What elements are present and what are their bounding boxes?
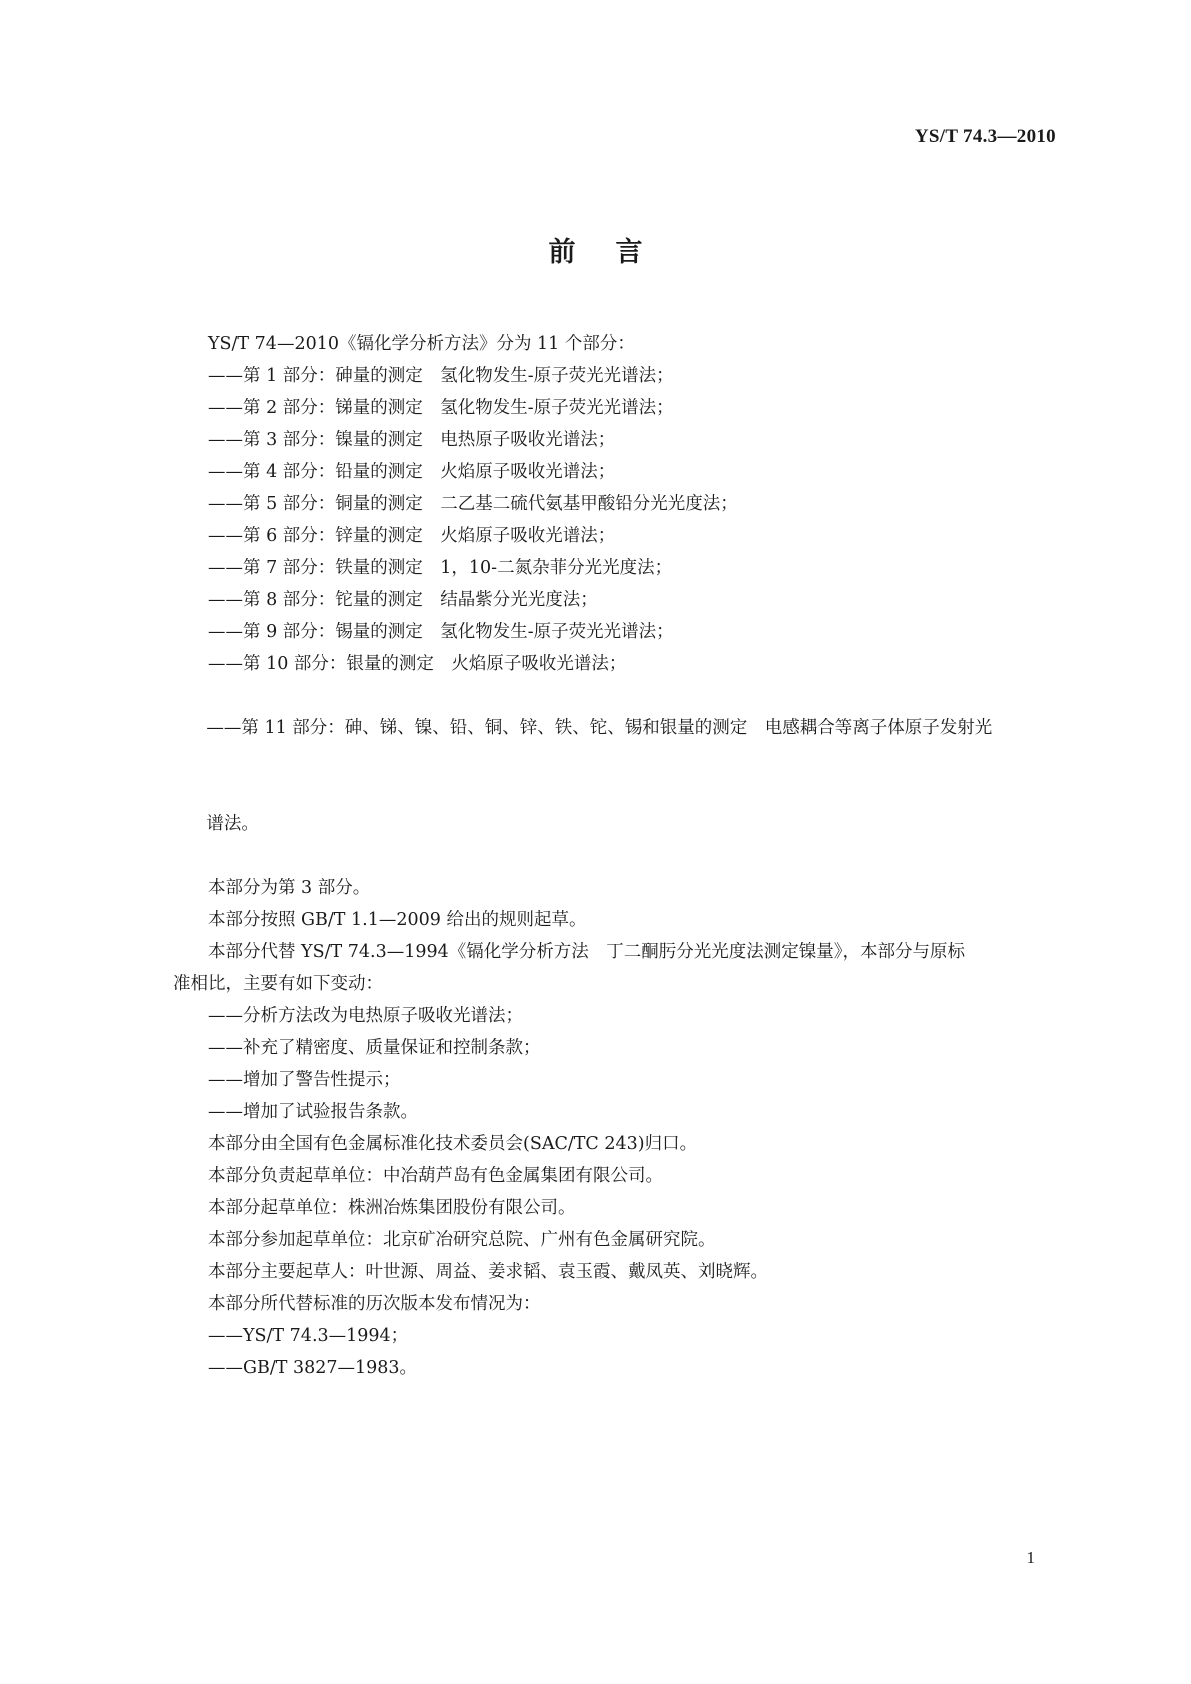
part11-line2: 谱法。 [206, 814, 259, 834]
history-list [173, 1320, 1057, 1384]
list-item: ——第 2 部分：锑量的测定 氢化物发生-原子荧光光谱法； [208, 398, 674, 418]
centralized-paragraph: 本部分由全国有色金属标准化技术委员会(SAC/TC 243)归口。 [208, 1134, 698, 1154]
main-drafters-paragraph: 本部分主要起草人：叶世源、周益、姜求韬、袁玉霞、戴凤英、刘晓辉。 [208, 1262, 768, 1282]
changes-list [173, 1000, 1057, 1128]
intro-paragraph: YS/T 74—2010《镉化学分析方法》分为 11 个部分： [208, 334, 635, 354]
this-part-paragraph: 本部分为第 3 部分。 [208, 878, 371, 898]
list-item: ——分析方法改为电热原子吸收光谱法； [208, 1006, 523, 1026]
list-item: ——第 3 部分：镍量的测定 电热原子吸收光谱法； [208, 430, 616, 450]
list-item [173, 680, 1057, 776]
drafting-rules-paragraph: 本部分按照 GB/T 1.1—2009 给出的规则起草。 [208, 910, 587, 930]
list-item: ——第 4 部分：铅量的测定 火焰原子吸收光谱法； [208, 462, 616, 482]
list-item: ——补充了精密度、质量保证和控制条款； [208, 1038, 541, 1058]
list-item: ——GB/T 3827—1983。 [208, 1358, 418, 1378]
list-item: ——第 10 部分：银量的测定 火焰原子吸收光谱法； [208, 654, 627, 674]
participating-paragraph: 本部分参加起草单位：北京矿冶研究总院、广州有色金属研究院。 [208, 1230, 716, 1250]
page-number: 1 [1026, 1548, 1035, 1567]
replaces-paragraph-line1: 本部分代替 YS/T 74.3—1994《镉化学分析方法 丁二酮肟分光光度法测定镍量》，本部分与原标 [208, 942, 965, 962]
list-item: ——第 8 部分：铊量的测定 结晶紫分光光度法； [208, 590, 598, 610]
page-title: 前言 [548, 237, 683, 268]
list-item: ——增加了试验报告条款。 [208, 1102, 418, 1122]
list-item: ——第 9 部分：锡量的测定 氢化物发生-原子荧光光谱法； [208, 622, 674, 642]
list-item: ——YS/T 74.3—1994； [208, 1326, 409, 1346]
part11-line1: ——第 11 部分：砷、锑、镍、铅、铜、锌、铁、铊、锡和银量的测定 电感耦合等离子体原子发射光 [206, 718, 993, 738]
parts-list [173, 360, 1057, 872]
list-item: ——第 5 部分：铜量的测定 二乙基二硫代氨基甲酸铅分光光度法； [208, 494, 738, 514]
list-item: ——第 7 部分：铁量的测定 1，10-二氮杂菲分光光度法； [208, 558, 673, 578]
list-item: ——第 6 部分：锌量的测定 火焰原子吸收光谱法； [208, 526, 616, 546]
list-item: ——增加了警告性提示； [208, 1070, 401, 1090]
replaces-paragraph-line2: 准相比，主要有如下变动： [173, 974, 383, 994]
standard-code: YS/T 74.3—2010 [914, 126, 1056, 147]
list-item-continuation [173, 776, 1057, 872]
history-intro-paragraph: 本部分所代替标准的历次版本发布情况为： [208, 1294, 541, 1314]
foreword-body [173, 328, 1057, 1384]
list-item: ——第 1 部分：砷量的测定 氢化物发生-原子荧光光谱法； [208, 366, 674, 386]
drafter-paragraph: 本部分起草单位：株洲冶炼集团股份有限公司。 [208, 1198, 576, 1218]
responsible-drafter-paragraph: 本部分负责起草单位：中冶葫芦岛有色金属集团有限公司。 [208, 1166, 663, 1186]
